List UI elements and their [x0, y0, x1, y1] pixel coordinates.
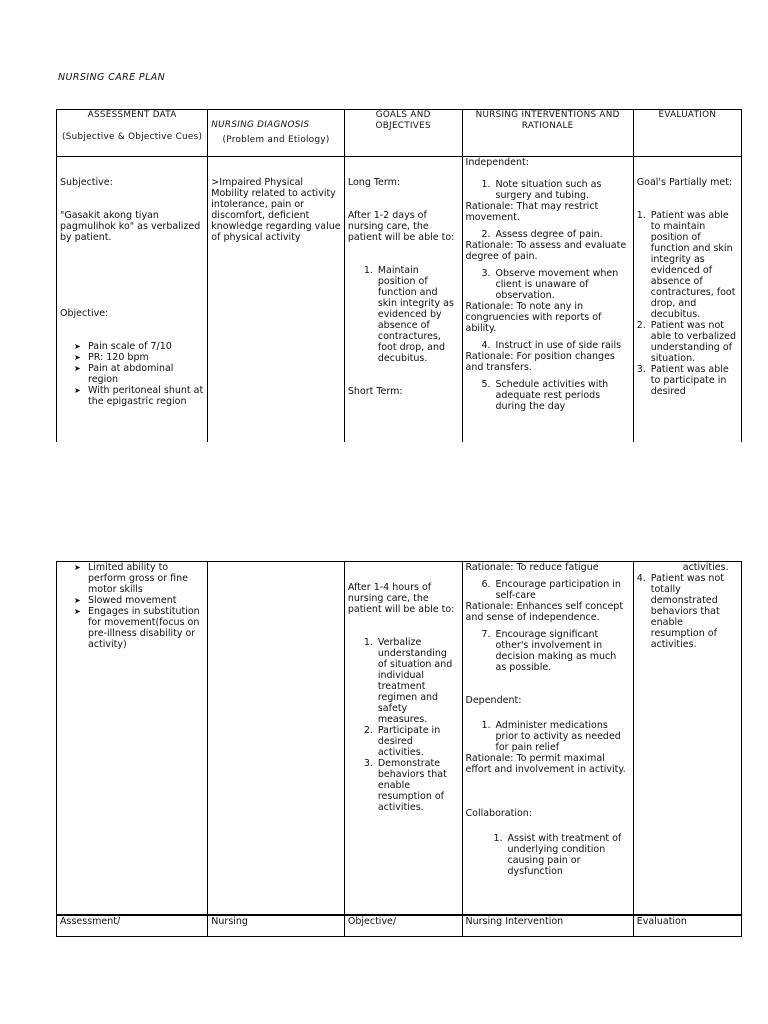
intervention-text: Schedule activities with adequate rest periods during the day: [495, 379, 609, 412]
header-goals: [344, 110, 462, 157]
header-assessment: [57, 110, 208, 157]
short-term-text: After 1-4 hours of nursing care, the patient will be able to:: [347, 582, 455, 615]
diagnosis-cell: [208, 157, 345, 442]
header-interventions: [462, 110, 633, 157]
objective-label: Objective:: [60, 308, 109, 319]
header-diagnosis-title: NURSING DIAGNOSIS: [211, 120, 310, 130]
intervention-text: Observe movement when client is unaware of observation.: [495, 268, 619, 301]
header-goals-title: GOALS AND: [375, 110, 431, 120]
objective-item: ➤ With peritoneal shunt at the epigastric region: [88, 385, 204, 407]
intervention-3: 3. Observe movement when client is unaware of observation.: [466, 268, 630, 301]
next-header-row: [57, 916, 742, 937]
nursing-diagnosis-text: >Impaired Physical Mobility related to activity intolerance, pain or discomfort, deficient knowledge regarding value of physical activity: [211, 177, 341, 243]
evaluation-text: Patient was able to participate in desired: [650, 364, 729, 397]
rationale-4: Rationale: For position changes and transfers.: [465, 351, 615, 373]
intervention-text: Note situation such as surgery and tubing.: [495, 179, 602, 201]
subjective-label: Subjective:: [60, 177, 113, 188]
diagnosis-cell-cont: [208, 562, 345, 915]
header-evaluation-title: EVALUATION: [658, 110, 717, 120]
interventions-cell-cont: [462, 562, 633, 915]
objective-item: ➤ PR: 120 bpm: [88, 352, 204, 363]
intervention-text: Assess degree of pain.: [495, 229, 603, 240]
intervention-1: 1. Note situation such as surgery and tubing.: [466, 179, 630, 201]
evaluation-cell: [633, 157, 741, 442]
dependent-label: Dependent:: [465, 695, 522, 706]
next-header-nursing: Nursing: [208, 916, 345, 937]
dependent-text: Administer medications prior to activity as needed for pain relief: [495, 720, 621, 753]
independent-label: Independent:: [465, 157, 529, 168]
evaluation-3: 3. Patient was able to participate in desired: [637, 364, 738, 397]
care-plan-table-part-3: [56, 915, 742, 937]
objective-list-cont: [60, 562, 204, 650]
long-term-goal-text: Maintain position of function and skin integrity as evidenced by absence of contractures, foot drop, and decubitus.: [377, 265, 454, 364]
short-term-goal-3: 3. Demonstrate behaviors that enable resumption of activities.: [348, 758, 459, 813]
assessment-cell: [57, 157, 208, 442]
rationale-5: Rationale: To reduce fatigue: [465, 562, 599, 573]
header-interventions-title: NURSING INTERVENTIONS AND: [475, 110, 620, 120]
header-assessment-title: ASSESSMENT DATA: [87, 110, 177, 120]
intervention-text: Encourage participation in self-care: [495, 579, 621, 601]
dependent-1: 1. Administer medications prior to activity as needed for pain relief: [466, 720, 630, 753]
goals-cell: [344, 157, 462, 442]
objective-item: ➤ Engages in substitution for movement(focus on pre-illness disability or activity): [88, 606, 204, 650]
evaluation-2: 2. Patient was not able to verbalized understanding of situation.: [636, 320, 737, 364]
evaluation-label: Goal's Partially met:: [636, 177, 733, 188]
care-plan-table-part-2: [56, 561, 742, 915]
evaluation-3-cont: activities.: [682, 562, 729, 573]
header-goals-subtitle: OBJECTIVES: [375, 121, 431, 131]
short-term-label: Short Term:: [347, 386, 403, 397]
long-term-text: After 1-2 days of nursing care, the patient will be able to:: [347, 210, 455, 243]
evaluation-text: Patient was able to maintain position of function and skin integrity as evidenced of absence of contractures, foot drop, and decubitus.: [650, 210, 736, 320]
next-header-objective: Objective/: [344, 916, 462, 937]
care-plan-table-part-1: [56, 109, 742, 442]
short-term-goal-text: Participate in desired activities.: [377, 725, 441, 758]
intervention-7: 7. Encourage significant other's involvement in decision making as much as possible.: [466, 629, 630, 673]
next-header-assessment: Assessment/: [57, 916, 208, 937]
objective-item: ➤ Limited ability to perform gross or fine motor skills: [88, 562, 204, 595]
objective-list: [60, 341, 204, 407]
short-term-goal-2: 2. Participate in desired activities.: [348, 725, 459, 758]
interventions-cell: [462, 157, 633, 442]
long-term-goal-1: 1. Maintain position of function and skin integrity as evidenced by absence of contractures, foot drop, and decubitus.: [348, 265, 459, 364]
evaluation-4: 4. Patient was not totally demonstrated behaviors that enable resumption of activities.: [637, 573, 738, 650]
evaluation-text: Patient was not totally demonstrated behaviors that enable resumption of activities.: [650, 573, 724, 650]
short-term-goal-text: Demonstrate behaviors that enable resumption of activities.: [377, 758, 447, 813]
header-row: [57, 110, 742, 157]
goals-cell-cont: [344, 562, 462, 915]
collaboration-text: Assist with treatment of underlying condition causing pain or dysfunction: [507, 833, 622, 877]
short-term-goal-1: 1. Verbalize understanding of situation and individual treatment regimen and safety measures.: [348, 637, 459, 725]
dependent-rationale-1: Rationale: To permit maximal effort and involvement in activity.: [465, 753, 626, 775]
collaboration-1: 1. Assist with treatment of underlying condition causing pain or dysfunction: [466, 833, 630, 877]
objective-item: ➤ Slowed movement: [88, 595, 204, 606]
evaluation-1: 1. Patient was able to maintain position of function and skin integrity as evidenced of absence of contractures, foot drop, and decubitus.: [637, 210, 738, 320]
intervention-6: 6. Encourage participation in self-care: [466, 579, 630, 601]
intervention-text: Instruct in use of side rails: [495, 340, 622, 351]
objective-item: ➤ Pain scale of 7/10: [88, 341, 204, 352]
rationale-3: Rationale: To note any in congruencies with reports of ability.: [465, 301, 602, 334]
collaboration-label: Collaboration:: [465, 808, 533, 819]
header-diagnosis-subtitle: (Problem and Etiology): [222, 135, 330, 145]
assessment-cell-cont: [57, 562, 208, 915]
header-evaluation: [633, 110, 741, 157]
long-term-label: Long Term:: [347, 177, 401, 188]
plan-row-1: [57, 157, 742, 442]
rationale-6: Rationale: Enhances self concept and sense of independence.: [465, 601, 624, 623]
objective-item: ➤ Pain at abdominal region: [88, 363, 204, 385]
intervention-2: 2. Assess degree of pain.: [466, 229, 630, 240]
intervention-5: 5. Schedule activities with adequate rest periods during the day: [466, 379, 630, 412]
header-assessment-subtitle: (Subjective & Objective Cues): [62, 132, 203, 142]
next-header-evaluation: Evaluation: [633, 916, 741, 937]
evaluation-text: Patient was not able to verbalized understanding of situation.: [650, 320, 737, 364]
intervention-text: Encourage significant other's involvement in decision making as much as possible.: [495, 629, 617, 673]
next-header-intervention: Nursing Intervention: [462, 916, 633, 937]
page-title: NURSING CARE PLAN: [58, 72, 166, 83]
rationale-2: Rationale: To assess and evaluate degree of pain.: [465, 240, 627, 262]
plan-row-2: [57, 562, 742, 915]
intervention-4: 4. Instruct in use of side rails: [466, 340, 630, 351]
short-term-goal-text: Verbalize understanding of situation and individual treatment regimen and safety measures.: [377, 637, 453, 725]
rationale-1: Rationale: That may restrict movement.: [465, 201, 599, 223]
header-interventions-subtitle: RATIONALE: [521, 121, 574, 131]
evaluation-cell-cont: [633, 562, 741, 915]
header-diagnosis: [208, 110, 345, 157]
subjective-quote: "Gasakit akong tiyan pagmulihok ko" as verbalized by patient.: [60, 210, 201, 243]
